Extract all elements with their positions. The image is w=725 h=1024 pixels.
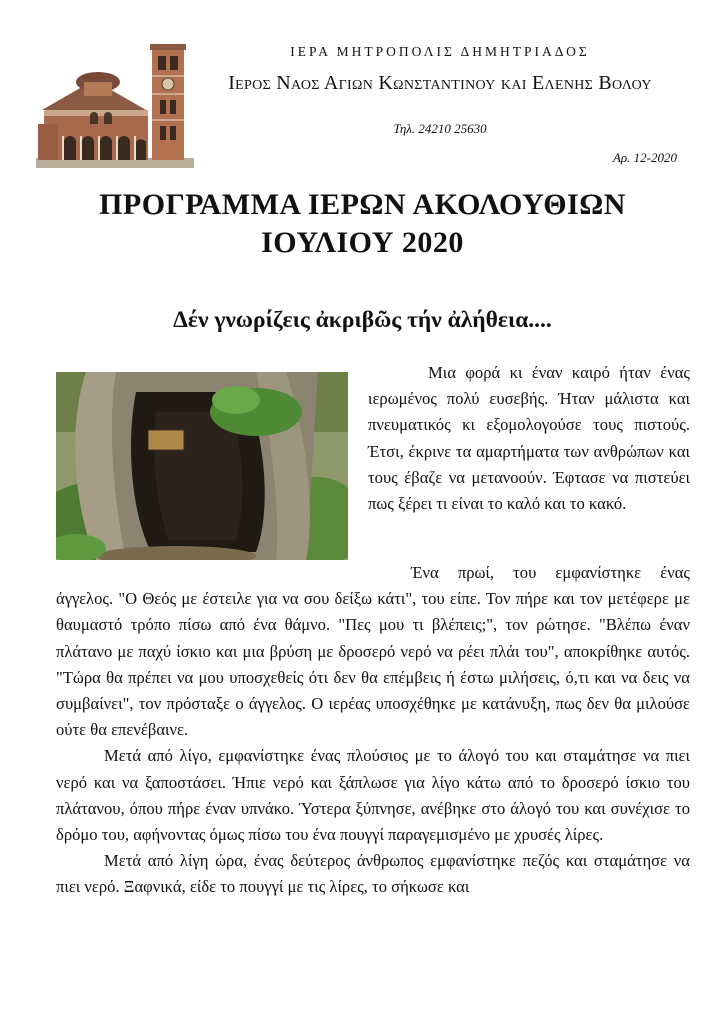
church-building-image [34,40,196,170]
phone-number: Τηλ. 24210 25630 [393,121,487,136]
article-paragraph: Ένα πρωί, του εμφανίστηκε ένας άγγελος. "Ο Θεός με έστειλε για να σου δείξω κάτι", του είπε. Τον πήρε και τον μετέφερε με θαυμαστό τρόπο πίσω από ένα θάμνο. "Πες μου τι βλέπεις;", τον ρώτησε. "Βλέπω έναν πλάτανο με παχύ ίσκιο και μια βρύση με δροσερό νερό να ρέει πλάι του", αποκρίθηκε αυτός. "Τώρα θα πρέπει να μου υποσχεθείς ότι δεν θα επέμβεις ή έστω μιλήσεις, ό,τι και να δεις να συμβαίνει", τον πρόσταξε ο άγγελος. Ο ιερέας υποσχέθηκε με κατάνυξη, πως δεν θα μιλούσε ούτε θα επενέβαινε. [56,563,690,740]
article-subtitle: Δέν γνωρίζεις ἀκριβῶς τήν ἀλήθεια.... [173,307,552,333]
page-title-line-2: ΙΟΥΛΙΟΥ 2020 [261,226,464,259]
temple-name: Ιερος Ναος Αγιων Κωνσταντινου και Ελενης Βολου [228,72,652,94]
article-paragraph: Μια φορά κι έναν καιρό ήταν ένας ιερωμένος πολύ ευσεβής. Ήταν μάλιστα και πνευματικός κι εξομολογούσε τους πιστούς. Έτσι, έκρινε τα αμαρτήματα των ανθρώπων και τους έβαζε να μετανοούν. Έφτασε να πιστεύει πως ξέρει τι είναι το καλό και το κακό. [368,363,690,514]
article-paragraph: Μετά από λίγο, εμφανίστηκε ένας πλούσιος με το άλογό του και σταμάτησε να πιει νερό και να ξαποστάσει. Ήπιε νερό και ξάπλωσε για λίγο κάτω από το δροσερό ίσκιο του πλάτανου, όπου πήρε έναν υπνάκο. Ύστερα ξύπνησε, ανέβηκε στο άλογό του και συνέχισε το δρόμο του, αφήνοντας όμως πίσω του ένα πουγγί παραγεμισμένο με χρυσές λίρες. [56,746,690,845]
hollow-plane-tree-photo [56,372,348,560]
page-title-line-1: ΠΡΟΓΡΑΜΜΑ ΙΕΡΩΝ ΑΚΟΛΟΥΘΙΩΝ [99,188,626,221]
article-paragraph: Μετά από λίγη ώρα, ένας δεύτερος άνθρωπος εμφανίστηκε πεζός και σταμάτησε να πιει νερό. Ξαφνικά, είδε το πουγγί με τις λίρες, το σήκωσε και [56,851,690,897]
metropolis-name: ΙΕΡΑ ΜΗΤΡΟΠΟΛΙΣ ΔΗΜΗΤΡΙΑΔΟΣ [290,44,590,59]
issue-number: Αρ. 12-2020 [612,150,677,165]
article-body [56,360,690,901]
